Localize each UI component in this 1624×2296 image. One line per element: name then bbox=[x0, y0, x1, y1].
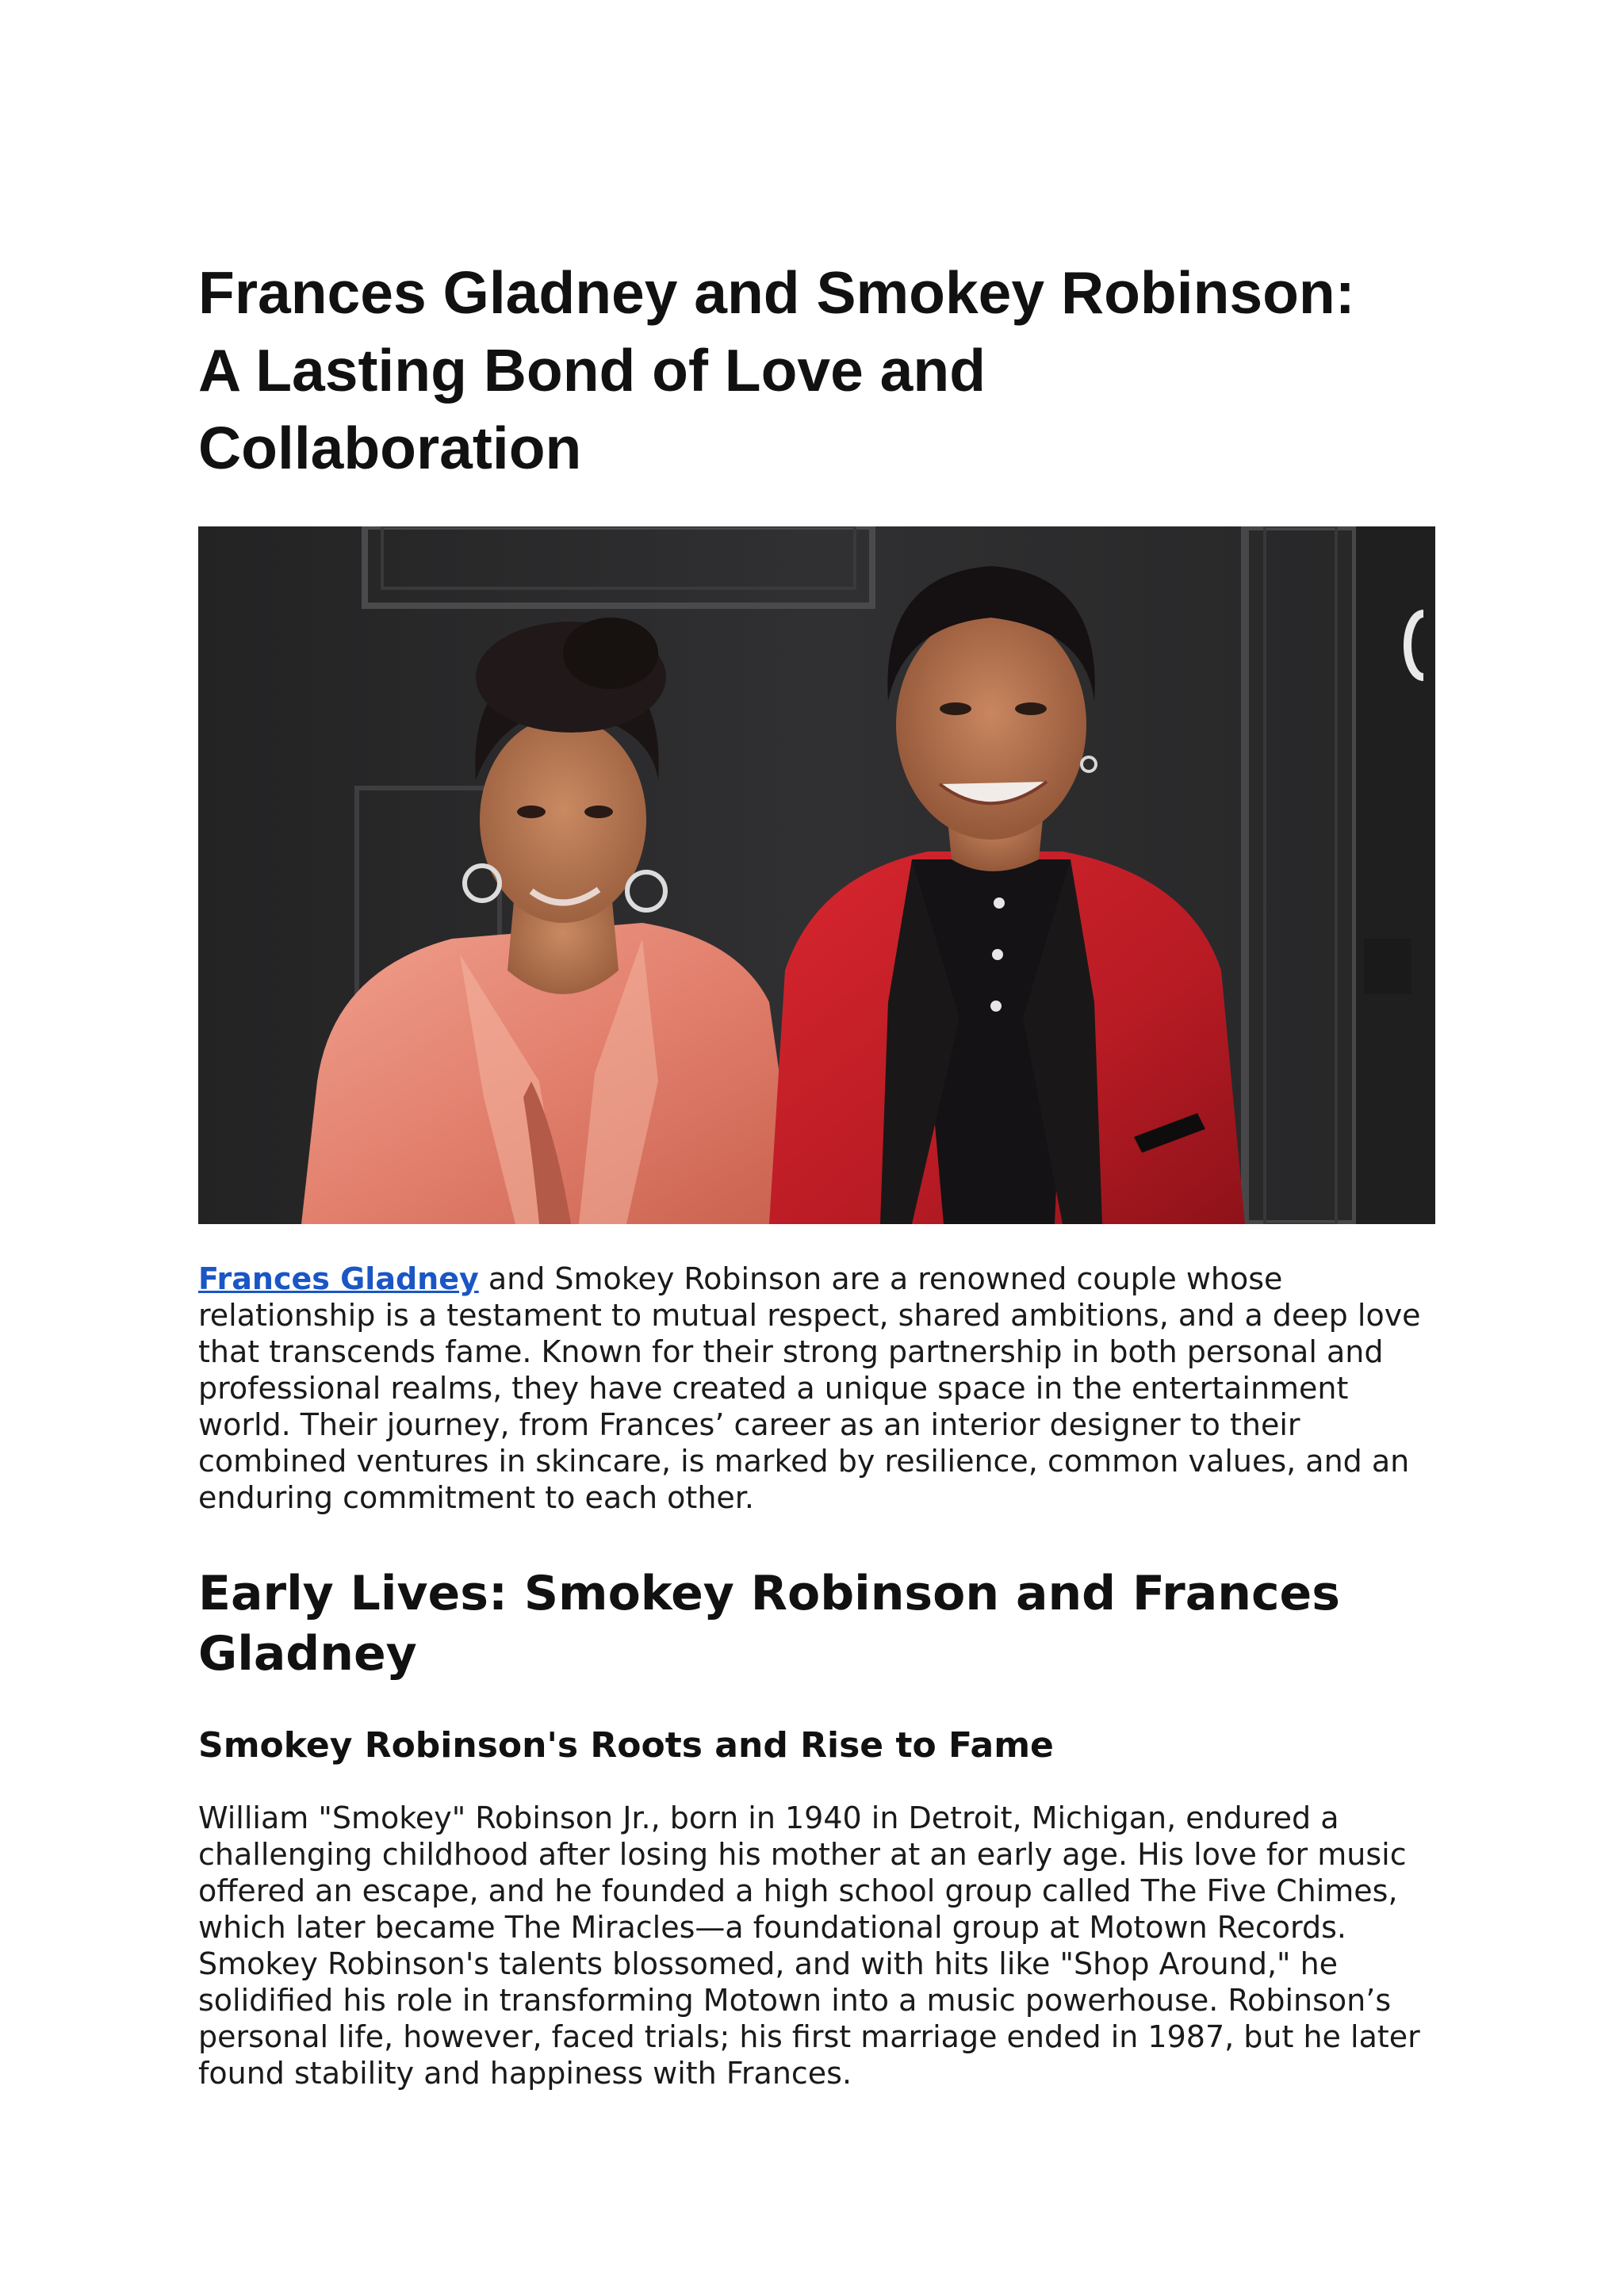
title-line-1: Frances Gladney and Smokey Robinson: bbox=[198, 259, 1355, 326]
hero-photo bbox=[198, 526, 1435, 1224]
article-title bbox=[198, 254, 1435, 487]
title-line-3: Collaboration bbox=[198, 415, 582, 481]
section-paragraph: William "Smokey" Robinson Jr., born in 1940 in Detroit, Michigan, endured a challenging childhood after losing his mother at an early age. His love for music offered an escape, and he founded a high school group called The Five Chimes, which later became The Miracles—a foundational group at Motown Records. Smokey Robinson's talents blossomed, and with hits like "Shop Around," he solidified his role in transforming Motown into a music powerhouse. Robinson’s personal life, however, faced trials; his first marriage ended in 1987, but he later found stability and happiness with Frances. bbox=[198, 1800, 1420, 2091]
title-line-2: A Lasting Bond of Love and bbox=[198, 337, 986, 404]
couple-photo-illustration bbox=[198, 526, 1435, 1224]
frances-gladney-link[interactable]: Frances Gladney bbox=[198, 1261, 479, 1296]
article bbox=[198, 254, 1435, 2091]
subheading: Smokey Robinson's Roots and Rise to Fame bbox=[198, 1725, 1054, 1766]
intro-text: and Smokey Robinson are a renowned couple whose relationship is a testament to mutual respect, shared ambitions, and a deep love that transcends fame. Known for their strong partnership in both personal and professional realms, they have created a unique space in the entertainment world. Their journey, from Frances’ career as an interior designer to their combined ventures in skincare, is marked by resilience, common values, and an enduring commitment to each other. bbox=[198, 1261, 1421, 1515]
section-heading: Early Lives: Smokey Robinson and Frances Gladney bbox=[198, 1566, 1340, 1682]
intro-paragraph bbox=[198, 1261, 1435, 1516]
